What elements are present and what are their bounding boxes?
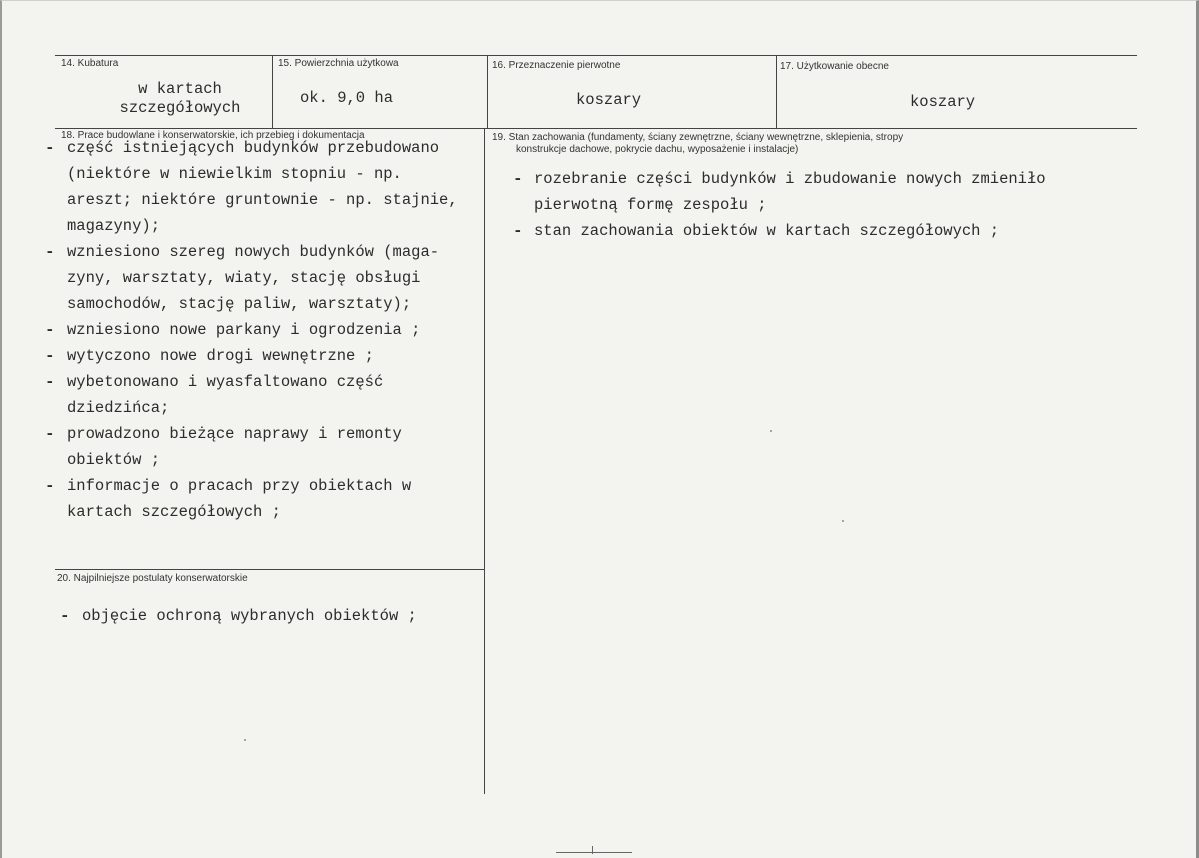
field-20-top-rule <box>55 569 485 570</box>
field-18-dash: - <box>45 321 55 339</box>
scan-speck <box>770 430 772 432</box>
field-16-value: koszary <box>576 91 642 109</box>
divider-14-15 <box>272 55 273 128</box>
field-18-dash: - <box>45 243 55 261</box>
scan-speck <box>244 739 246 741</box>
field-19-line: stan zachowania obiektów w kartach szczegółowych ; <box>534 222 1000 240</box>
field-18-line: wybetonowano i wyasfaltowano część <box>67 373 384 391</box>
field-18-line: informacje o pracach przy obiektach w <box>67 477 412 495</box>
field-19-dash: - <box>513 170 523 188</box>
field-18-dash: - <box>45 139 55 157</box>
field-18-dash: - <box>45 477 55 495</box>
field-16-label: 16. Przeznaczenie pierwotne <box>492 60 621 71</box>
field-18-line: zyny, warsztaty, wiaty, stację obsługi <box>67 269 421 287</box>
field-17-label: 17. Użytkowanie obecne <box>780 61 889 72</box>
field-18-dash: - <box>45 373 55 391</box>
scan-speck <box>842 520 844 522</box>
field-19-label-line-2: konstrukcje dachowe, pokrycie dachu, wyposażenie i instalacje) <box>516 144 799 155</box>
field-14-value <box>90 80 270 118</box>
field-18-dash: - <box>45 347 55 365</box>
field-15-value: ok. 9,0 ha <box>300 89 394 107</box>
field-18-line: część istniejących budynków przebudowano <box>67 139 440 157</box>
field-18-line: samochodów, stację paliw, warsztaty); <box>67 295 412 313</box>
divider-15-16 <box>487 55 488 128</box>
field-18-line: obiektów ; <box>67 451 161 469</box>
field-18-line: dziedzińca; <box>67 399 170 417</box>
bottom-edge-mark <box>556 852 632 853</box>
field-20-label: 20. Najpilniejsze postulaty konserwatorskie <box>57 573 248 584</box>
field-19-line: rozebranie części budynków i zbudowanie nowych zmieniło <box>534 170 1046 188</box>
field-18-line: magazyny); <box>67 217 161 235</box>
field-19-line: pierwotną formę zespołu ; <box>534 196 767 214</box>
main-column-divider <box>484 128 485 794</box>
field-18-line: (niektóre w niewielkim stopniu - np. <box>67 165 402 183</box>
field-14-label: 14. Kubatura <box>61 58 119 69</box>
field-19-label-line-1: 19. Stan zachowania (fundamenty, ściany zewnętrzne, ściany wewnętrzne, sklepienia, stropy <box>492 132 904 143</box>
field-18-line: wzniesiono nowe parkany i ogrodzenia ; <box>67 321 421 339</box>
field-18-line: kartach szczegółowych ; <box>67 503 281 521</box>
field-14-value-line-1: w kartach <box>138 80 222 98</box>
field-18-line: wzniesiono szereg nowych budynków (maga- <box>67 243 440 261</box>
field-19-dash: - <box>513 222 523 240</box>
field-15-label: 15. Powierzchnia użytkowa <box>278 58 399 69</box>
field-20-line: objęcie ochroną wybranych obiektów ; <box>82 607 417 625</box>
field-14-value-line-2: szczegółowych <box>119 99 241 117</box>
field-18-dash: - <box>45 425 55 443</box>
field-20-dash: - <box>60 607 70 625</box>
field-17-value: koszary <box>910 93 976 111</box>
field-18-label: 18. Prace budowlane i konserwatorskie, ich przebieg i dokumentacja <box>61 130 365 141</box>
bottom-edge-tick <box>592 846 593 854</box>
form-top-rule <box>55 55 1137 56</box>
header-row-bottom-rule <box>55 128 1137 129</box>
divider-16-17 <box>776 55 777 128</box>
field-18-line: prowadzono bieżące naprawy i remonty <box>67 425 402 443</box>
field-18-line: wytyczono nowe drogi wewnętrzne ; <box>67 347 374 365</box>
field-18-line: areszt; niektóre gruntownie - np. stajnie, <box>67 191 458 209</box>
